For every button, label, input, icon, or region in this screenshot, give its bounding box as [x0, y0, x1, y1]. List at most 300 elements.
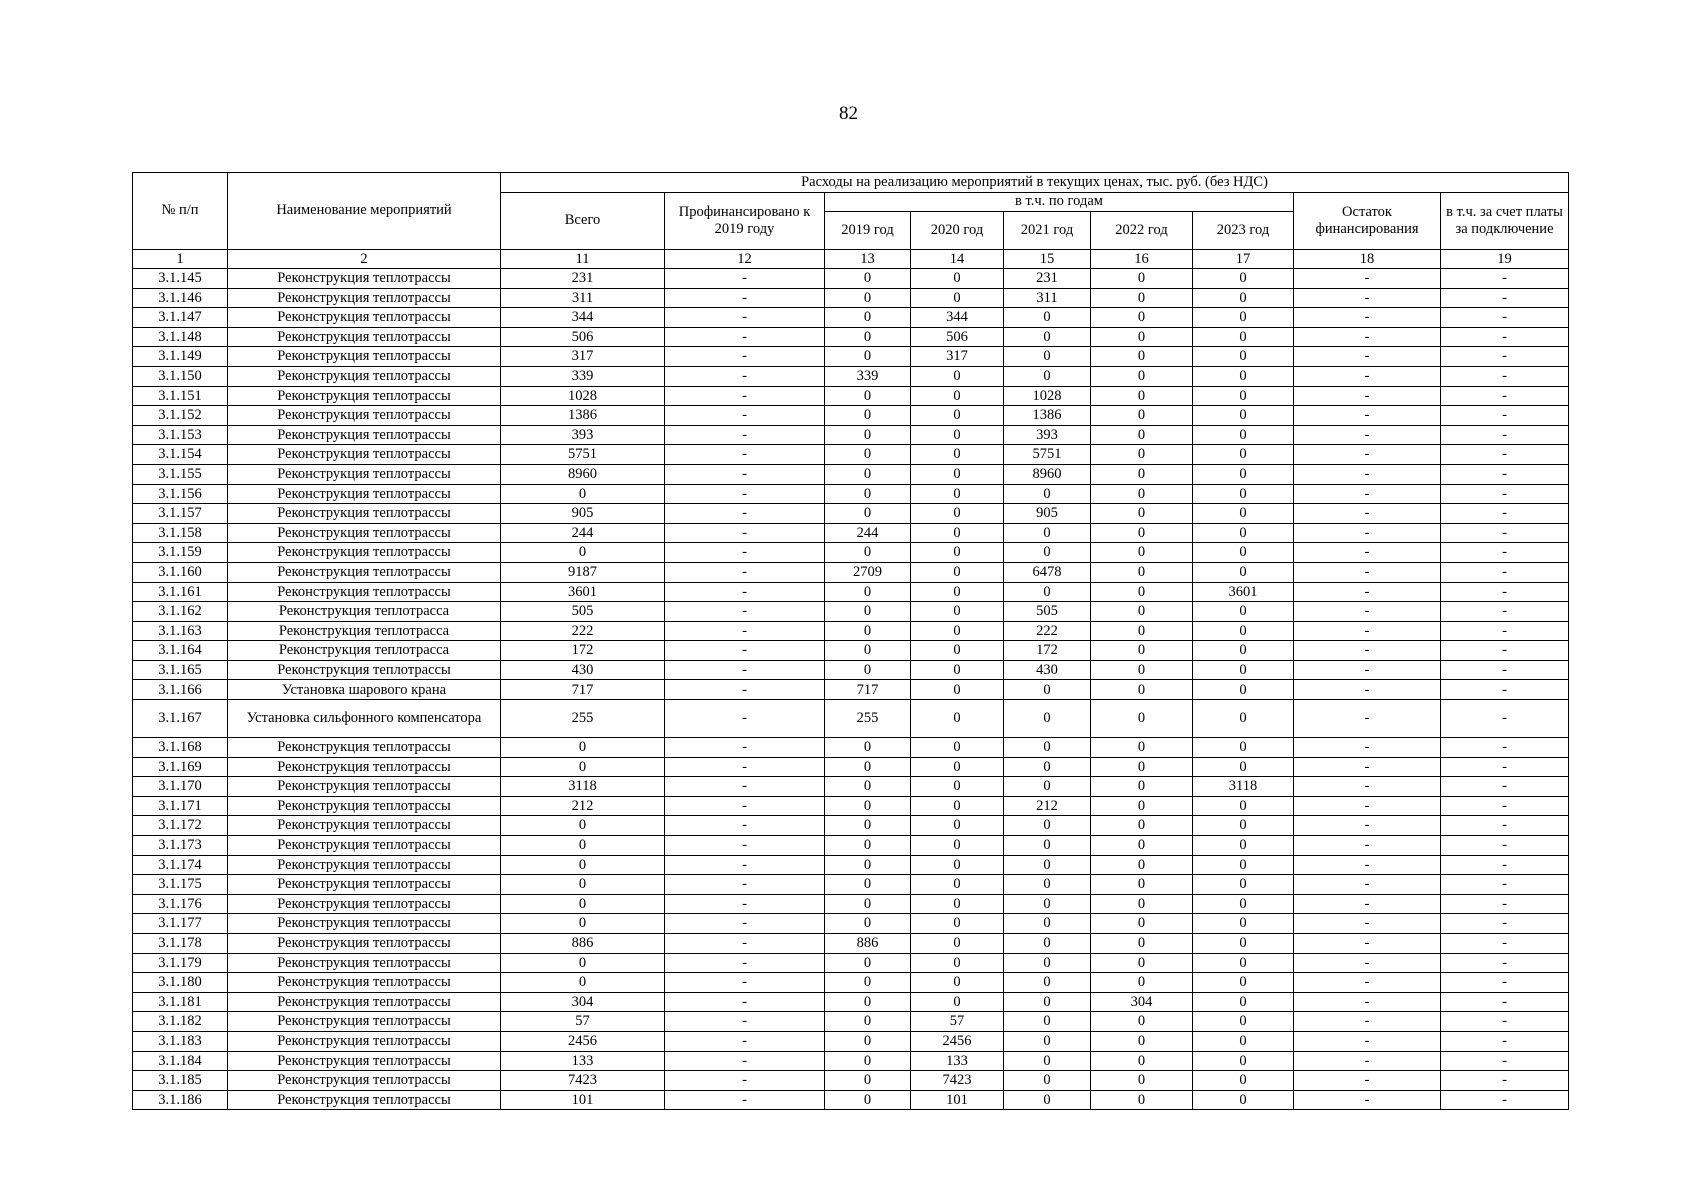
row-2019: 0	[825, 347, 911, 367]
row-2021: 1386	[1004, 406, 1091, 426]
row-total: 101	[501, 1090, 665, 1110]
row-2023: 0	[1193, 425, 1294, 445]
row-number: 3.1.174	[133, 855, 228, 875]
row-name: Реконструкция теплотрассы	[228, 816, 501, 836]
row-prefinanced: -	[665, 680, 825, 700]
row-2019: 0	[825, 543, 911, 563]
column-number: 11	[501, 250, 665, 269]
row-total: 1386	[501, 406, 665, 426]
row-2022: 0	[1091, 855, 1193, 875]
row-2019: 0	[825, 894, 911, 914]
row-remainder: -	[1294, 406, 1441, 426]
column-number: 19	[1441, 250, 1569, 269]
row-2023: 0	[1193, 1012, 1294, 1032]
row-name: Реконструкция теплотрассы	[228, 288, 501, 308]
row-2023: 0	[1193, 308, 1294, 328]
row-number: 3.1.173	[133, 836, 228, 856]
row-total: 0	[501, 914, 665, 934]
row-total: 905	[501, 504, 665, 524]
row-connection-fee: -	[1441, 621, 1569, 641]
row-2022: 0	[1091, 562, 1193, 582]
row-connection-fee: -	[1441, 777, 1569, 797]
row-prefinanced: -	[665, 875, 825, 895]
row-prefinanced: -	[665, 543, 825, 563]
row-2020: 0	[911, 816, 1004, 836]
row-2022: 0	[1091, 425, 1193, 445]
table-body	[133, 269, 1569, 1110]
row-total: 0	[501, 484, 665, 504]
row-connection-fee: -	[1441, 445, 1569, 465]
row-remainder: -	[1294, 288, 1441, 308]
column-number: 1	[133, 250, 228, 269]
row-remainder: -	[1294, 425, 1441, 445]
row-total: 9187	[501, 562, 665, 582]
row-2022: 0	[1091, 777, 1193, 797]
row-2021: 0	[1004, 816, 1091, 836]
row-number: 3.1.166	[133, 680, 228, 700]
row-connection-fee: -	[1441, 1071, 1569, 1091]
row-connection-fee: -	[1441, 523, 1569, 543]
row-2019: 0	[825, 953, 911, 973]
row-2023: 0	[1193, 836, 1294, 856]
row-2019: 244	[825, 523, 911, 543]
row-2019: 0	[825, 973, 911, 993]
row-2019: 0	[825, 875, 911, 895]
row-2020: 0	[911, 288, 1004, 308]
header-2021: 2021 год	[1004, 212, 1091, 250]
row-2020: 2456	[911, 1031, 1004, 1051]
row-total: 0	[501, 973, 665, 993]
row-2023: 0	[1193, 992, 1294, 1012]
row-prefinanced: -	[665, 1090, 825, 1110]
row-remainder: -	[1294, 269, 1441, 289]
row-connection-fee: -	[1441, 1051, 1569, 1071]
row-2023: 0	[1193, 875, 1294, 895]
row-prefinanced: -	[665, 562, 825, 582]
table-row	[133, 562, 1569, 582]
row-number: 3.1.181	[133, 992, 228, 1012]
row-name: Реконструкция теплотрассы	[228, 504, 501, 524]
row-remainder: -	[1294, 1090, 1441, 1110]
row-2020: 0	[911, 406, 1004, 426]
row-2022: 0	[1091, 445, 1193, 465]
row-2023: 0	[1193, 366, 1294, 386]
row-connection-fee: -	[1441, 582, 1569, 602]
row-total: 0	[501, 875, 665, 895]
table-row	[133, 504, 1569, 524]
row-2021: 172	[1004, 641, 1091, 661]
row-remainder: -	[1294, 738, 1441, 758]
row-number: 3.1.153	[133, 425, 228, 445]
row-2023: 0	[1193, 973, 1294, 993]
table-row	[133, 934, 1569, 954]
row-prefinanced: -	[665, 1031, 825, 1051]
row-2023: 0	[1193, 327, 1294, 347]
row-name: Реконструкция теплотрассы	[228, 1071, 501, 1091]
row-prefinanced: -	[665, 934, 825, 954]
row-total: 255	[501, 700, 665, 738]
row-connection-fee: -	[1441, 562, 1569, 582]
row-name: Реконструкция теплотрассы	[228, 1012, 501, 1032]
row-2020: 0	[911, 504, 1004, 524]
row-connection-fee: -	[1441, 504, 1569, 524]
row-2023: 3601	[1193, 582, 1294, 602]
row-remainder: -	[1294, 875, 1441, 895]
row-2022: 0	[1091, 894, 1193, 914]
row-remainder: -	[1294, 641, 1441, 661]
row-2021: 0	[1004, 953, 1091, 973]
row-name: Реконструкция теплотрассы	[228, 269, 501, 289]
table-row	[133, 1090, 1569, 1110]
row-2019: 0	[825, 992, 911, 1012]
row-2023: 0	[1193, 660, 1294, 680]
row-total: 57	[501, 1012, 665, 1032]
header-2019: 2019 год	[825, 212, 911, 250]
row-remainder: -	[1294, 464, 1441, 484]
table-row	[133, 602, 1569, 622]
row-name: Реконструкция теплотрассы	[228, 406, 501, 426]
row-2022: 0	[1091, 680, 1193, 700]
row-2023: 0	[1193, 523, 1294, 543]
header-name: Наименование мероприятий	[228, 173, 501, 250]
row-2021: 505	[1004, 602, 1091, 622]
row-name: Реконструкция теплотрассы	[228, 757, 501, 777]
row-remainder: -	[1294, 757, 1441, 777]
row-2023: 0	[1193, 269, 1294, 289]
table-row	[133, 543, 1569, 563]
row-2020: 0	[911, 836, 1004, 856]
row-2021: 0	[1004, 836, 1091, 856]
row-remainder: -	[1294, 1071, 1441, 1091]
row-prefinanced: -	[665, 523, 825, 543]
row-total: 506	[501, 327, 665, 347]
row-connection-fee: -	[1441, 543, 1569, 563]
table-row	[133, 1051, 1569, 1071]
table-row	[133, 484, 1569, 504]
row-2023: 0	[1193, 680, 1294, 700]
row-connection-fee: -	[1441, 992, 1569, 1012]
row-remainder: -	[1294, 1012, 1441, 1032]
row-2023: 0	[1193, 445, 1294, 465]
row-prefinanced: -	[665, 796, 825, 816]
row-name: Реконструкция теплотрассы	[228, 347, 501, 367]
row-2021: 231	[1004, 269, 1091, 289]
row-2022: 0	[1091, 406, 1193, 426]
row-2022: 0	[1091, 836, 1193, 856]
row-2023: 0	[1193, 855, 1294, 875]
row-connection-fee: -	[1441, 366, 1569, 386]
row-2023: 0	[1193, 757, 1294, 777]
row-total: 3118	[501, 777, 665, 797]
row-number: 3.1.165	[133, 660, 228, 680]
row-2023: 0	[1193, 602, 1294, 622]
row-2020: 0	[911, 386, 1004, 406]
row-2023: 0	[1193, 288, 1294, 308]
row-remainder: -	[1294, 660, 1441, 680]
row-2023: 0	[1193, 464, 1294, 484]
row-2021: 0	[1004, 366, 1091, 386]
row-total: 244	[501, 523, 665, 543]
row-2020: 0	[911, 992, 1004, 1012]
table-row	[133, 875, 1569, 895]
row-2019: 0	[825, 386, 911, 406]
row-2021: 0	[1004, 700, 1091, 738]
row-prefinanced: -	[665, 894, 825, 914]
row-2020: 0	[911, 855, 1004, 875]
row-2023: 0	[1193, 543, 1294, 563]
row-number: 3.1.145	[133, 269, 228, 289]
row-number: 3.1.159	[133, 543, 228, 563]
row-number: 3.1.152	[133, 406, 228, 426]
row-name: Реконструкция теплотрассы	[228, 523, 501, 543]
row-number: 3.1.156	[133, 484, 228, 504]
row-2022: 0	[1091, 347, 1193, 367]
row-name: Реконструкция теплотрассы	[228, 660, 501, 680]
row-number: 3.1.158	[133, 523, 228, 543]
row-2023: 3118	[1193, 777, 1294, 797]
row-2022: 0	[1091, 543, 1193, 563]
row-2022: 0	[1091, 1012, 1193, 1032]
row-2021: 0	[1004, 1031, 1091, 1051]
table-row	[133, 621, 1569, 641]
row-name: Реконструкция теплотрассы	[228, 894, 501, 914]
row-2021: 0	[1004, 1051, 1091, 1071]
row-prefinanced: -	[665, 855, 825, 875]
table-row	[133, 269, 1569, 289]
row-total: 311	[501, 288, 665, 308]
row-2020: 0	[911, 953, 1004, 973]
row-total: 0	[501, 543, 665, 563]
row-2020: 0	[911, 445, 1004, 465]
row-connection-fee: -	[1441, 680, 1569, 700]
row-connection-fee: -	[1441, 894, 1569, 914]
row-remainder: -	[1294, 894, 1441, 914]
row-connection-fee: -	[1441, 464, 1569, 484]
row-number: 3.1.171	[133, 796, 228, 816]
row-2020: 0	[911, 484, 1004, 504]
row-prefinanced: -	[665, 1051, 825, 1071]
row-2019: 0	[825, 738, 911, 758]
row-2021: 430	[1004, 660, 1091, 680]
table-row	[133, 1071, 1569, 1091]
row-2022: 0	[1091, 700, 1193, 738]
page-number: 82	[839, 103, 858, 124]
row-2019: 0	[825, 1051, 911, 1071]
row-name: Реконструкция теплотрассы	[228, 386, 501, 406]
row-prefinanced: -	[665, 327, 825, 347]
row-connection-fee: -	[1441, 836, 1569, 856]
row-connection-fee: -	[1441, 641, 1569, 661]
row-2021: 0	[1004, 973, 1091, 993]
row-2019: 0	[825, 836, 911, 856]
row-2020: 0	[911, 582, 1004, 602]
row-name: Реконструкция теплотрассы	[228, 1051, 501, 1071]
row-2023: 0	[1193, 1071, 1294, 1091]
table-row	[133, 700, 1569, 738]
row-connection-fee: -	[1441, 660, 1569, 680]
row-total: 339	[501, 366, 665, 386]
row-2021: 0	[1004, 855, 1091, 875]
row-name: Реконструкция теплотрассы	[228, 796, 501, 816]
row-2019: 0	[825, 504, 911, 524]
row-number: 3.1.179	[133, 953, 228, 973]
row-2023: 0	[1193, 641, 1294, 661]
row-number: 3.1.150	[133, 366, 228, 386]
row-prefinanced: -	[665, 660, 825, 680]
row-connection-fee: -	[1441, 386, 1569, 406]
row-2022: 0	[1091, 386, 1193, 406]
row-connection-fee: -	[1441, 308, 1569, 328]
table-row	[133, 992, 1569, 1012]
row-total: 430	[501, 660, 665, 680]
row-name: Реконструкция теплотрассы	[228, 366, 501, 386]
row-connection-fee: -	[1441, 953, 1569, 973]
row-2019: 0	[825, 425, 911, 445]
row-prefinanced: -	[665, 288, 825, 308]
row-number: 3.1.157	[133, 504, 228, 524]
row-2019: 0	[825, 269, 911, 289]
row-2023: 0	[1193, 562, 1294, 582]
row-connection-fee: -	[1441, 700, 1569, 738]
row-2022: 0	[1091, 973, 1193, 993]
row-2019: 0	[825, 602, 911, 622]
row-prefinanced: -	[665, 308, 825, 328]
row-2021: 6478	[1004, 562, 1091, 582]
row-2020: 133	[911, 1051, 1004, 1071]
row-name: Реконструкция теплотрассы	[228, 308, 501, 328]
row-2019: 0	[825, 308, 911, 328]
row-remainder: -	[1294, 700, 1441, 738]
row-number: 3.1.186	[133, 1090, 228, 1110]
row-total: 505	[501, 602, 665, 622]
row-remainder: -	[1294, 347, 1441, 367]
column-number-row	[133, 250, 1569, 269]
row-2022: 0	[1091, 757, 1193, 777]
row-2020: 0	[911, 894, 1004, 914]
table-row	[133, 796, 1569, 816]
row-connection-fee: -	[1441, 602, 1569, 622]
row-total: 0	[501, 953, 665, 973]
row-remainder: -	[1294, 523, 1441, 543]
row-total: 344	[501, 308, 665, 328]
row-remainder: -	[1294, 973, 1441, 993]
row-2020: 0	[911, 425, 1004, 445]
row-number: 3.1.162	[133, 602, 228, 622]
header-by-years: в т.ч. по годам	[825, 193, 1294, 212]
row-2019: 0	[825, 660, 911, 680]
header-prefinanced: Профинансировано к 2019 году	[665, 193, 825, 250]
row-number: 3.1.155	[133, 464, 228, 484]
row-name: Реконструкция теплотрассы	[228, 1031, 501, 1051]
row-prefinanced: -	[665, 777, 825, 797]
row-2021: 0	[1004, 875, 1091, 895]
row-total: 133	[501, 1051, 665, 1071]
row-2022: 0	[1091, 796, 1193, 816]
row-2021: 0	[1004, 523, 1091, 543]
row-2021: 222	[1004, 621, 1091, 641]
row-prefinanced: -	[665, 816, 825, 836]
column-number: 13	[825, 250, 911, 269]
row-2022: 0	[1091, 464, 1193, 484]
row-2020: 0	[911, 543, 1004, 563]
row-remainder: -	[1294, 934, 1441, 954]
row-number: 3.1.180	[133, 973, 228, 993]
row-remainder: -	[1294, 386, 1441, 406]
row-2022: 0	[1091, 308, 1193, 328]
row-name: Реконструкция теплотрассы	[228, 327, 501, 347]
row-2021: 8960	[1004, 464, 1091, 484]
row-number: 3.1.147	[133, 308, 228, 328]
row-number: 3.1.175	[133, 875, 228, 895]
row-number: 3.1.184	[133, 1051, 228, 1071]
row-name: Реконструкция теплотрассы	[228, 543, 501, 563]
row-number: 3.1.169	[133, 757, 228, 777]
row-2022: 0	[1091, 621, 1193, 641]
header-expenses: Расходы на реализацию мероприятий в текущих ценах, тыс. руб. (без НДС)	[501, 173, 1569, 193]
row-2020: 506	[911, 327, 1004, 347]
row-2021: 311	[1004, 288, 1091, 308]
row-prefinanced: -	[665, 347, 825, 367]
row-total: 393	[501, 425, 665, 445]
row-prefinanced: -	[665, 953, 825, 973]
table-row	[133, 973, 1569, 993]
row-remainder: -	[1294, 680, 1441, 700]
row-number: 3.1.172	[133, 816, 228, 836]
row-2019: 0	[825, 484, 911, 504]
row-2022: 0	[1091, 934, 1193, 954]
row-2023: 0	[1193, 347, 1294, 367]
column-number: 17	[1193, 250, 1294, 269]
row-name: Реконструкция теплотрассы	[228, 953, 501, 973]
row-total: 886	[501, 934, 665, 954]
row-2021: 0	[1004, 582, 1091, 602]
row-2020: 0	[911, 660, 1004, 680]
row-name: Реконструкция теплотрассы	[228, 836, 501, 856]
row-prefinanced: -	[665, 738, 825, 758]
row-2021: 0	[1004, 347, 1091, 367]
row-2020: 0	[911, 757, 1004, 777]
row-prefinanced: -	[665, 602, 825, 622]
row-remainder: -	[1294, 602, 1441, 622]
table-row	[133, 855, 1569, 875]
row-total: 7423	[501, 1071, 665, 1091]
row-name: Установка шарового крана	[228, 680, 501, 700]
row-connection-fee: -	[1441, 327, 1569, 347]
row-name: Реконструкция теплотрасса	[228, 641, 501, 661]
row-remainder: -	[1294, 582, 1441, 602]
row-2020: 0	[911, 914, 1004, 934]
row-2023: 0	[1193, 914, 1294, 934]
row-2020: 344	[911, 308, 1004, 328]
row-2021: 905	[1004, 504, 1091, 524]
row-number: 3.1.177	[133, 914, 228, 934]
row-2021: 0	[1004, 1071, 1091, 1091]
row-2019: 0	[825, 1012, 911, 1032]
row-2019: 0	[825, 406, 911, 426]
row-number: 3.1.160	[133, 562, 228, 582]
row-2020: 0	[911, 738, 1004, 758]
row-2022: 0	[1091, 504, 1193, 524]
row-2022: 0	[1091, 660, 1193, 680]
row-2020: 7423	[911, 1071, 1004, 1091]
row-2021: 0	[1004, 1012, 1091, 1032]
row-remainder: -	[1294, 445, 1441, 465]
header-connection-fee: в т.ч. за счет платы за подключение	[1441, 193, 1569, 250]
row-2023: 0	[1193, 953, 1294, 973]
row-2020: 0	[911, 464, 1004, 484]
row-2021: 0	[1004, 327, 1091, 347]
row-remainder: -	[1294, 953, 1441, 973]
